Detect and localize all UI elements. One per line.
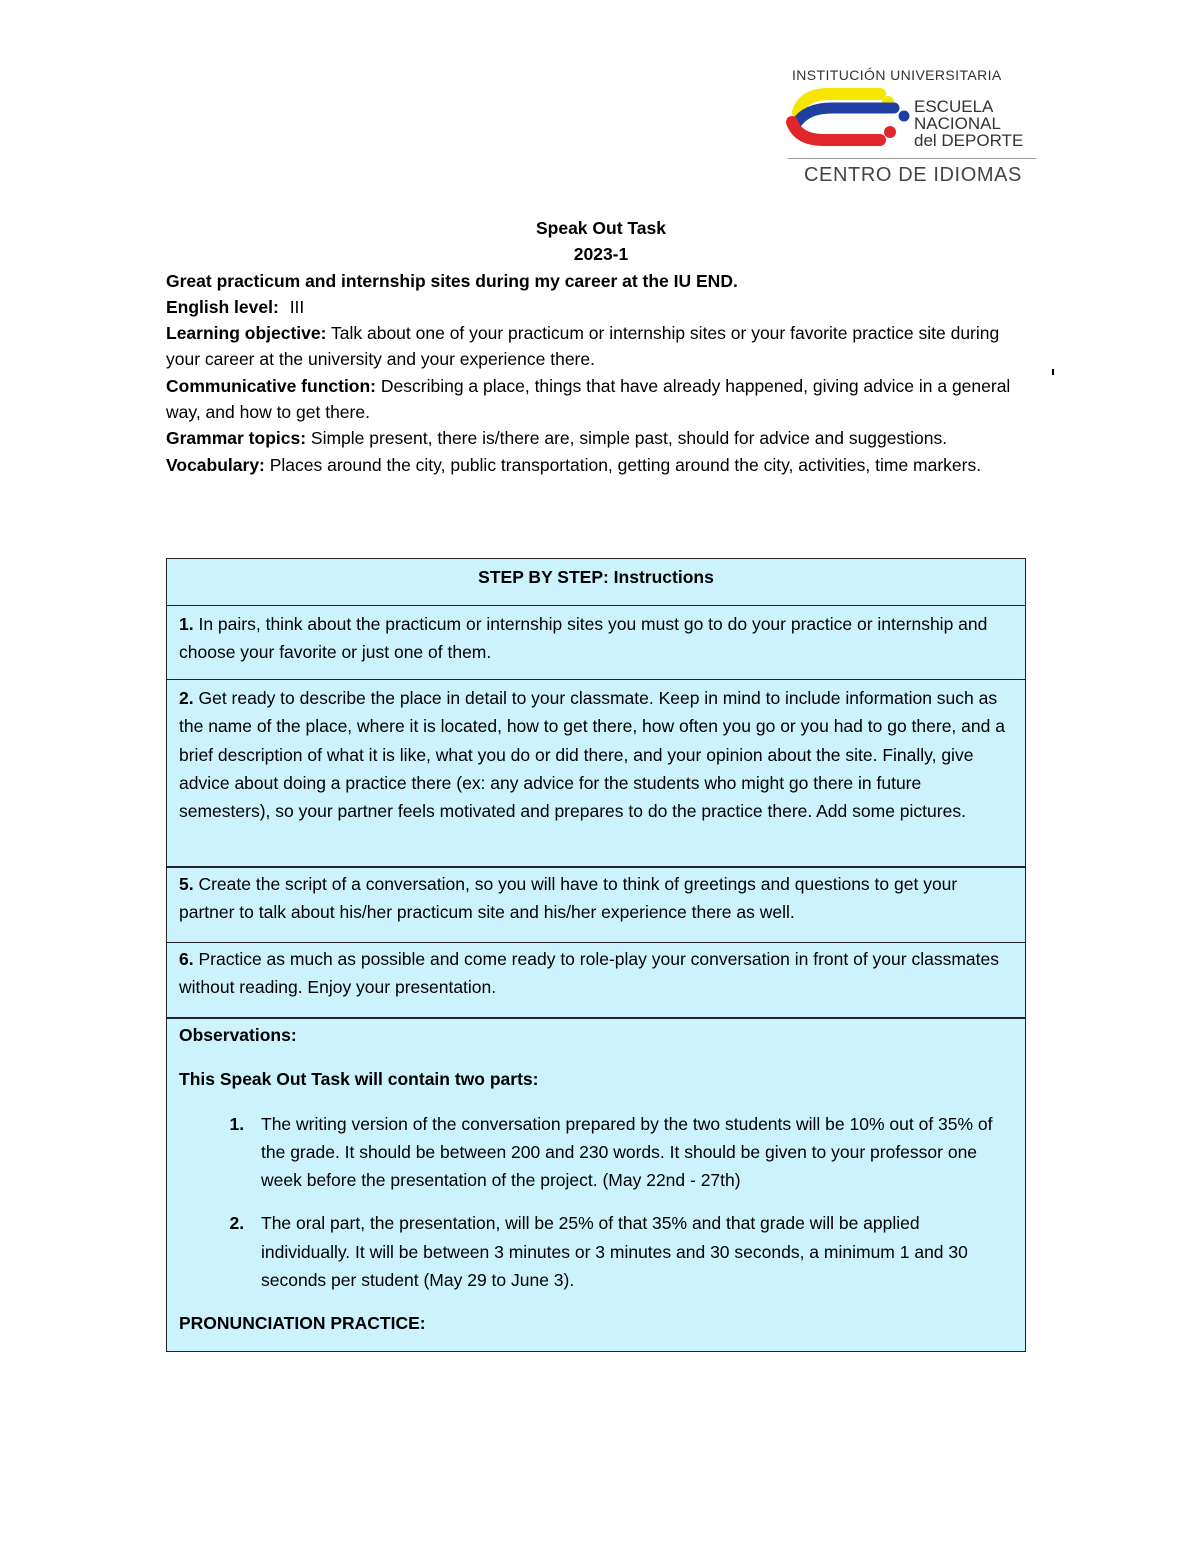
- instructions-table: [166, 558, 1026, 1352]
- step-row: [167, 942, 1025, 1017]
- parts-list: [179, 1110, 1013, 1295]
- step-text: Practice as much as possible and come ready to role-play your conversation in front of your classmates without reading. Enjoy your presentation.: [179, 949, 999, 998]
- english-level: [166, 294, 1036, 320]
- list-item: 2. The oral part, the presentation, will be 25% of that 35% and that grade will be applied individually. It will be between 3 minutes or 3 minutes and 30 seconds, a minimum 1 and 30 seconds per student (May 29 to June 3).: [249, 1209, 1013, 1294]
- step-row: [167, 605, 1025, 679]
- grammar-topics-text: Simple present, there is/there are, simple past, should for advice and suggestions.: [306, 428, 948, 449]
- stray-mark: [1052, 369, 1054, 375]
- step-number: 2.: [179, 688, 194, 708]
- vocabulary-text: Places around the city, public transportation, getting around the city, activities, time markers.: [264, 454, 982, 475]
- institution-logo: [784, 64, 1040, 194]
- communicative-function-label: Communicative function:: [166, 375, 377, 396]
- learning-objective-label: Learning objective:: [166, 323, 327, 344]
- step-number: 1.: [179, 614, 194, 634]
- language-center-label: CENTRO DE IDIOMAS: [804, 164, 1022, 186]
- task-term: 2023-1: [573, 244, 629, 265]
- learning-objective: [166, 320, 1036, 373]
- step-row: [167, 866, 1025, 942]
- pronunciation-label: PRONUNCIATION PRACTICE:: [179, 1313, 426, 1334]
- communicative-function: [166, 373, 1036, 426]
- logo-stripes-icon: [784, 86, 914, 156]
- english-level-label: English level:: [166, 296, 279, 317]
- logo-line-2: NACIONAL: [914, 114, 1001, 133]
- logo-line-3: del DEPORTE: [914, 131, 1024, 150]
- step-text: In pairs, think about the practicum or internship sites you must go to do your practice or internship and choose your favorite or just one of them.: [179, 614, 988, 663]
- logo-wordmark: [914, 98, 1023, 149]
- grammar-topics-label: Grammar topics:: [166, 428, 307, 449]
- task-title: Speak Out Task: [535, 218, 666, 238]
- observations-cell: [167, 1017, 1025, 1351]
- logo-line-1: ESCUELA: [914, 97, 994, 116]
- institution-label: INSTITUCIÓN UNIVERSITARIA: [792, 67, 1002, 83]
- step-row: [167, 679, 1025, 866]
- task-header: [166, 215, 1036, 478]
- vocabulary: [166, 452, 1036, 478]
- task-topic: Great practicum and internship sites during my career at the IU END.: [166, 270, 738, 291]
- vocabulary-label: Vocabulary:: [166, 454, 265, 475]
- learning-objective-text: Talk about one of your practicum or internship sites or your favorite practice site during your career at the university and your experience there.: [166, 323, 1000, 370]
- communicative-function-text: Describing a place, things that have already happened, giving advice in a general way, and how to get there.: [166, 375, 1011, 423]
- step-number: 6.: [179, 949, 194, 969]
- list-item: 1. The writing version of the conversation prepared by the two students will be 10% out of 35% of the grade. It should be between 200 and 230 words. It should be given to your professor one week before the presentation of the project. (May 22nd - 27th): [249, 1110, 1013, 1195]
- instructions-heading: STEP BY STEP: Instructions: [478, 567, 714, 587]
- step-text: Create the script of a conversation, so you will have to think of greetings and questions to get your partner to talk about his/her practicum site and his/her experience there as well.: [179, 874, 958, 923]
- parts-label: This Speak Out Task will contain two parts:: [179, 1069, 539, 1090]
- grammar-topics: [166, 425, 1036, 451]
- step-text: Get ready to describe the place in detail to your classmate. Keep in mind to include information such as the name of the place, where it is located, how to get there, how often you go or you had to go there, and a brief description of what it is like, what you do or did there, and your opinion about the site. Finally, give advice about doing a practice there (ex: any advice for the students who might go there in future semesters), so your partner feels motivated and prepares to do the practice there. Add some pictures.: [179, 688, 1005, 822]
- observations-label: Observations:: [179, 1025, 297, 1045]
- english-level-value: III: [289, 296, 305, 317]
- logo-divider: [788, 158, 1036, 159]
- step-number: 5.: [179, 874, 194, 894]
